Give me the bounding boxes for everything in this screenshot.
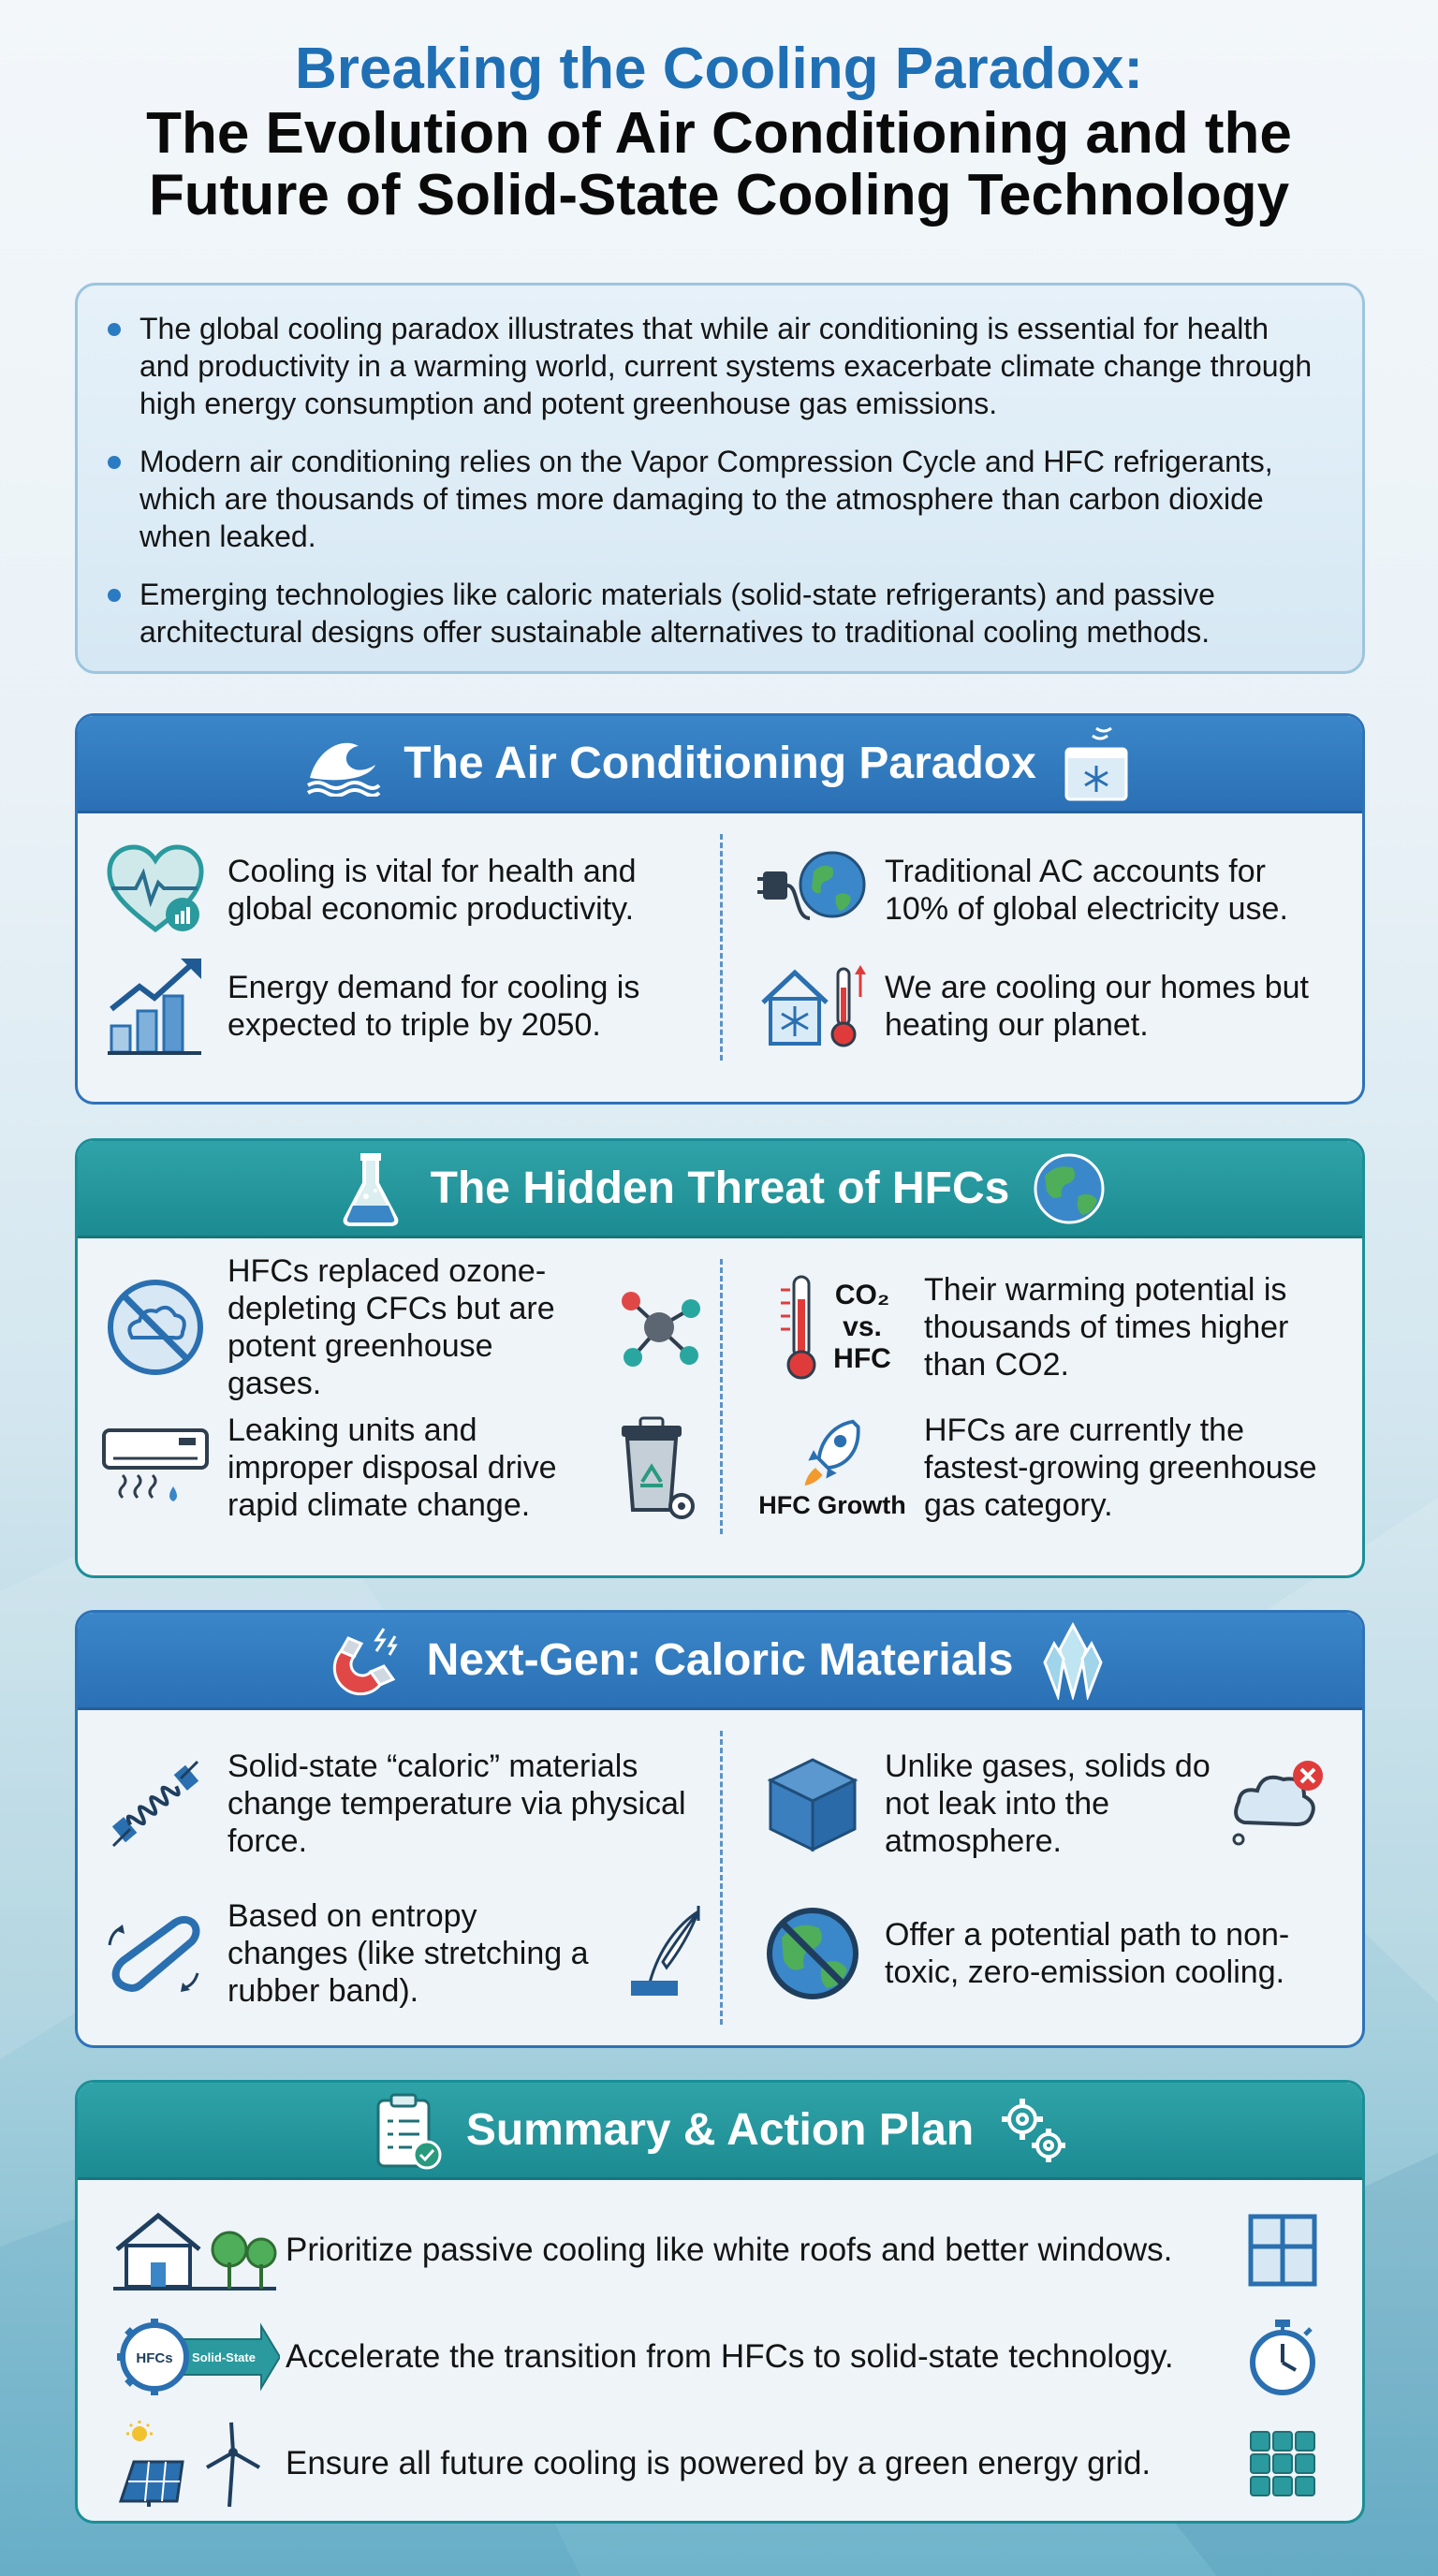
- stopwatch-icon: [1240, 2318, 1325, 2396]
- section-title: The Air Conditioning Paradox: [404, 739, 1036, 788]
- section-title: Next-Gen: Caloric Materials: [426, 1635, 1014, 1685]
- title-line-1: Breaking the Cooling Paradox:: [294, 37, 1144, 101]
- molecule-icon: [608, 1276, 711, 1379]
- co2-label: CO₂: [834, 1280, 890, 1310]
- fact-item: [720, 948, 1340, 1064]
- solid-state-icon-label: Solid-State: [192, 2350, 256, 2364]
- bullet-icon: [108, 589, 121, 602]
- fact-text: Unlike gases, solids do not leak into the atmosphere.: [885, 1749, 1211, 1859]
- section-header: [78, 2083, 1362, 2180]
- action-item: [78, 2304, 1362, 2410]
- solar-wind-energy-icon: [111, 2419, 286, 2509]
- no-emission-globe-icon: [757, 1902, 868, 2005]
- fact-text: Offer a potential path to non-toxic, zero-emission cooling.: [885, 1917, 1290, 1990]
- magnet-icon: [328, 1621, 406, 1700]
- window-icon: [1240, 2213, 1325, 2288]
- fact-text: HFCs replaced ozone-depleting CFCs but are potent greenhouse gases.: [227, 1253, 555, 1401]
- fact-text: Their warming potential is thousands of times higher than CO2.: [924, 1272, 1289, 1383]
- fact-item: [720, 1398, 1340, 1538]
- section-caloric-materials: [75, 1610, 1365, 2048]
- clipboard-checklist-icon: [367, 2091, 446, 2170]
- key-point: [106, 443, 1325, 555]
- ac-unit-snowflake-icon: [1057, 724, 1136, 803]
- hfc-to-solid-state-gear-arrow-icon: [111, 2315, 286, 2399]
- section-action-plan: [75, 2080, 1365, 2524]
- action-text: Prioritize passive cooling like white roofs and better windows.: [286, 2232, 1173, 2268]
- crystal-icon: [1034, 1621, 1112, 1700]
- action-text: Accelerate the transition from HFCs to solid-state technology.: [286, 2338, 1174, 2375]
- column-divider: [720, 1259, 723, 1534]
- action-text: Ensure all future cooling is powered by a green energy grid.: [286, 2445, 1152, 2481]
- rising-bar-chart-icon: [100, 955, 211, 1058]
- fact-item: [720, 1729, 1340, 1879]
- hfcs-icon-label: HFCs: [136, 2350, 173, 2366]
- column-divider: [720, 1731, 723, 2025]
- title-line-3: Future of Solid-State Cooling Technology: [148, 163, 1290, 227]
- section-hfc-threat: [75, 1138, 1365, 1578]
- recycle-bin-icon: [608, 1416, 711, 1519]
- fact-text: Solid-state “caloric” materials change temperature via physical force.: [227, 1749, 686, 1859]
- section-title: Summary & Action Plan: [465, 2105, 975, 2155]
- key-point-text: The global cooling paradox illustrates that while air conditioning is essential for health and productivity in a warming world, current systems exacerbate climate change through high energy consumption and potent greenhouse gas emissions.: [139, 312, 1313, 420]
- key-point: [106, 310, 1325, 422]
- vs-label: vs.: [843, 1311, 882, 1342]
- stretched-band-icon: [608, 1902, 711, 2005]
- fact-item: [720, 1879, 1340, 2028]
- title-line-2: The Evolution of Air Conditioning and the: [146, 101, 1292, 166]
- heart-health-icon: [100, 839, 211, 942]
- fact-item: [100, 1879, 720, 2028]
- hfc-label: HFC: [833, 1343, 891, 1374]
- hfc-growth-label: HFC Growth: [758, 1491, 906, 1519]
- key-point-text: Modern air conditioning relies on the Vapor Compression Cycle and HFC refrigerants, which are thousands of times more damaging to the atmosphere than carbon dioxide when leaked.: [139, 445, 1273, 553]
- fact-text: Leaking units and improper disposal drive rapid climate change.: [227, 1412, 557, 1523]
- globe-icon: [1030, 1149, 1108, 1228]
- section-header: [78, 1613, 1362, 1710]
- rubber-band-stretch-icon: [100, 1902, 211, 2005]
- fact-text: We are cooling our homes but heating our planet.: [885, 970, 1309, 1043]
- solid-cube-icon: [757, 1752, 868, 1855]
- co2-vs-hfc-thermometer-icon: [757, 1276, 907, 1379]
- key-points-box: [75, 283, 1365, 674]
- fact-item: [100, 948, 720, 1064]
- fact-text: Based on entropy changes (like stretching a rubber band).: [227, 1898, 589, 2009]
- fact-text: HFCs are currently the fastest-growing greenhouse gas category.: [924, 1412, 1317, 1523]
- fact-item: [100, 1398, 720, 1538]
- leaking-ac-unit-icon: [100, 1416, 211, 1519]
- house-thermometer-icon: [757, 955, 868, 1058]
- power-grid-icon: [1240, 2428, 1325, 2499]
- column-divider: [720, 834, 723, 1061]
- action-item: [78, 2410, 1362, 2517]
- rocket-growth-icon: [757, 1416, 907, 1519]
- section-title: The Hidden Threat of HFCs: [430, 1164, 1010, 1213]
- gears-icon: [994, 2091, 1073, 2170]
- fact-item: [100, 1253, 720, 1401]
- section-header: [78, 1141, 1362, 1238]
- fact-item: [100, 1729, 720, 1879]
- fact-text: Cooling is vital for health and global economic productivity.: [227, 854, 637, 927]
- fact-text: Energy demand for cooling is expected to triple by 2050.: [227, 970, 640, 1043]
- fact-item: [100, 832, 720, 948]
- compressed-spring-icon: [100, 1752, 211, 1855]
- wave-icon: [304, 724, 383, 803]
- house-trees-icon: [111, 2208, 286, 2292]
- page-title: [0, 36, 1438, 227]
- flask-icon: [331, 1149, 410, 1228]
- key-point-text: Emerging technologies like caloric materials (solid-state refrigerants) and passive architectural designs offer sustainable alternatives to traditional cooling methods.: [139, 578, 1215, 649]
- bullet-icon: [108, 456, 121, 469]
- no-ozone-cloud-icon: [100, 1276, 211, 1379]
- key-point: [106, 576, 1325, 651]
- bullet-icon: [108, 323, 121, 336]
- action-item: [78, 2197, 1362, 2304]
- fact-text: Traditional AC accounts for 10% of global electricity use.: [885, 854, 1288, 927]
- fact-item: [720, 1257, 1340, 1398]
- section-ac-paradox: [75, 713, 1365, 1105]
- fact-item: [720, 832, 1340, 948]
- no-gas-cloud-icon: [1227, 1752, 1330, 1855]
- section-header: [78, 716, 1362, 813]
- plug-globe-icon: [757, 839, 868, 942]
